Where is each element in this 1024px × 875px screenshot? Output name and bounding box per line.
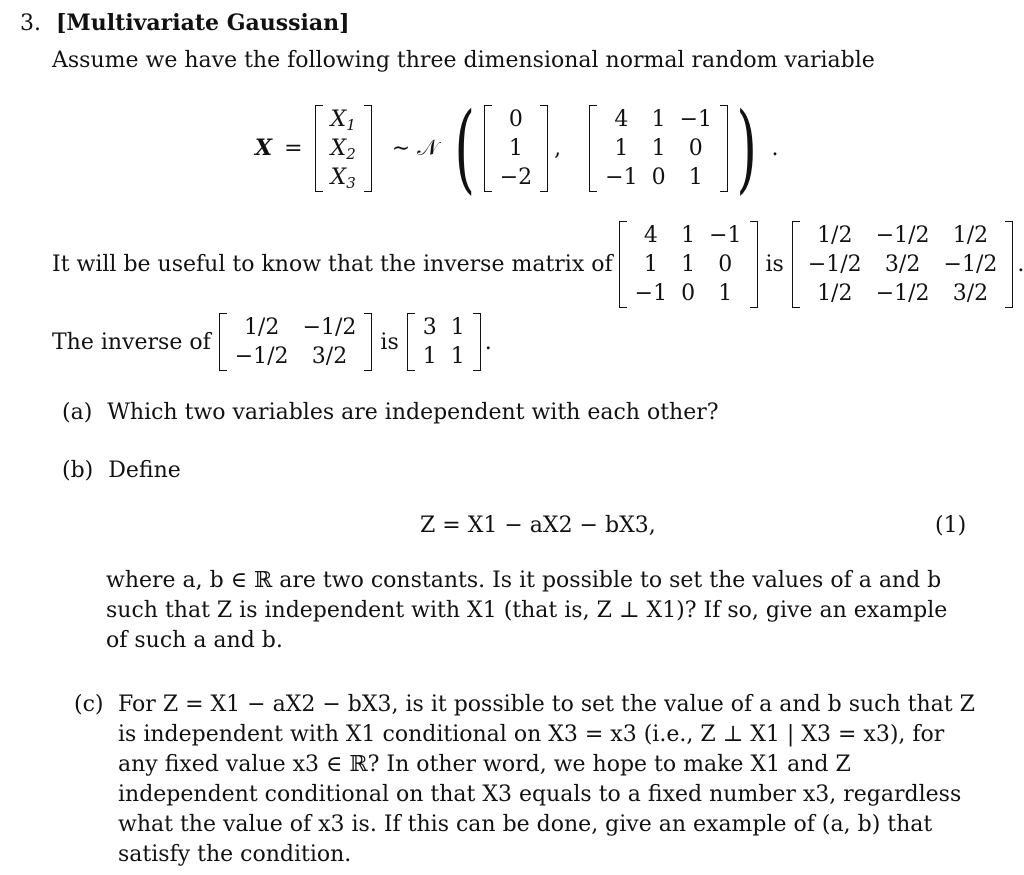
cov-entry: −1 <box>605 164 638 190</box>
part-b-equation: Z = X1 − aX2 − bX3, <box>420 513 656 538</box>
matrix-entry: 1/2 <box>817 280 853 306</box>
matrix-entry: 4 <box>643 222 658 248</box>
distribution-symbol: ∼ 𝒩 <box>391 135 439 161</box>
problem-title: [Multivariate Gaussian] <box>56 10 350 36</box>
vector-entry: $X_2$ <box>330 135 356 163</box>
part-c-label: (c) <box>74 692 104 717</box>
matrix-entry: −1/2 <box>807 251 862 277</box>
inverse-note-matrix <box>619 221 758 308</box>
matrix-entry: 1 <box>718 280 733 306</box>
matrix-entry: 1/2 <box>817 222 853 248</box>
inverse2-result-matrix <box>407 313 481 371</box>
inverse2-matrix <box>219 313 373 371</box>
cov-entry: −1 <box>679 106 713 132</box>
matrix-entry: 1/2 <box>952 222 989 248</box>
equation-number: (1) <box>935 513 967 538</box>
right-paren: ) <box>736 92 758 204</box>
equals-sign: = <box>284 135 303 161</box>
mean-vector <box>484 105 548 192</box>
problem-heading <box>20 8 350 39</box>
cov-entry: 1 <box>651 106 666 132</box>
part-a-text: Which two variables are independent with each other? <box>107 400 719 425</box>
is-word: is <box>765 251 784 277</box>
part-b-label: (b) <box>62 458 94 483</box>
matrix-entry: 3/2 <box>884 251 921 277</box>
mean-entry: 0 <box>508 106 523 132</box>
comma: , <box>554 135 562 161</box>
inverse2-note <box>52 312 492 372</box>
matrix-entry: −1/2 <box>302 315 357 340</box>
matrix-entry: 1/2 <box>243 315 280 340</box>
matrix-entry: 0 <box>718 251 733 277</box>
matrix-entry: 1 <box>643 251 658 277</box>
mean-entry: −2 <box>499 164 533 190</box>
cov-entry: 1 <box>651 135 666 161</box>
distribution-equation <box>255 92 779 204</box>
inverse-note <box>52 218 1024 310</box>
cov-entry: 0 <box>651 164 666 190</box>
matrix-entry: 1 <box>450 315 465 340</box>
inverse2-prefix: The inverse of <box>52 329 211 355</box>
matrix-entry: −1/2 <box>943 251 998 277</box>
inverse-note-prefix: It will be useful to know that the inverse matrix of <box>52 251 613 277</box>
matrix-entry: 1 <box>681 222 696 248</box>
part-b-define: Define <box>108 458 181 483</box>
part-a <box>62 398 719 428</box>
inverse-result-matrix <box>792 221 1014 308</box>
problem-number: 3. <box>20 11 41 36</box>
matrix-entry: 1 <box>681 251 696 277</box>
matrix-entry: 3 <box>422 315 437 340</box>
period: . <box>1017 251 1024 277</box>
matrix-entry: 1 <box>422 344 437 369</box>
part-b-text: where a, b ∈ ℝ are two constants. Is it possible to set the values of a and b such that Z is independent with X1 (that is, Z ⊥ X1)? If so, give an example of such a and b. <box>106 568 948 653</box>
vector-entry: $X_3$ <box>330 164 356 192</box>
matrix-entry: −1 <box>709 222 742 248</box>
matrix-entry: 3/2 <box>311 344 348 369</box>
cov-entry: 0 <box>688 135 703 161</box>
random-vector-symbol: X <box>255 135 273 161</box>
part-a-label: (a) <box>62 400 93 425</box>
period: . <box>484 329 492 355</box>
random-vector-matrix <box>315 105 372 192</box>
matrix-entry: 3/2 <box>952 280 989 306</box>
left-paren: ( <box>454 92 476 204</box>
matrix-entry: 0 <box>681 280 696 306</box>
matrix-entry: −1/2 <box>875 280 930 306</box>
cov-entry: 4 <box>614 106 629 132</box>
cov-entry: 1 <box>688 164 703 190</box>
vector-entry: $X_1$ <box>330 106 356 134</box>
cov-entry: 1 <box>614 135 629 161</box>
part-b-heading <box>62 456 181 486</box>
covariance-matrix <box>589 105 728 192</box>
matrix-entry: −1/2 <box>875 222 930 248</box>
matrix-entry: 1 <box>450 344 465 369</box>
is-word: is <box>380 329 399 355</box>
part-c-text: For Z = X1 − aX2 − bX3, is it possible to set the value of a and b such that Z is independent with X1 conditional on X3 = x3 (i.e., Z ⊥ X1 | X3 = x3), for any fixed value x3 ∈ ℝ? In other word, we hope to make X1 and Z independent conditional on that X3 equals to a fixed number x3, regardless what the value of x3 is. If this can be done, give an example of (a, b) that satisfy the condition. <box>118 692 975 867</box>
matrix-entry: −1 <box>634 280 668 306</box>
matrix-entry: −1/2 <box>234 344 289 369</box>
intro-text: Assume we have the following three dimensional normal random variable <box>52 48 875 73</box>
mean-entry: 1 <box>508 135 523 161</box>
period: . <box>771 135 779 161</box>
